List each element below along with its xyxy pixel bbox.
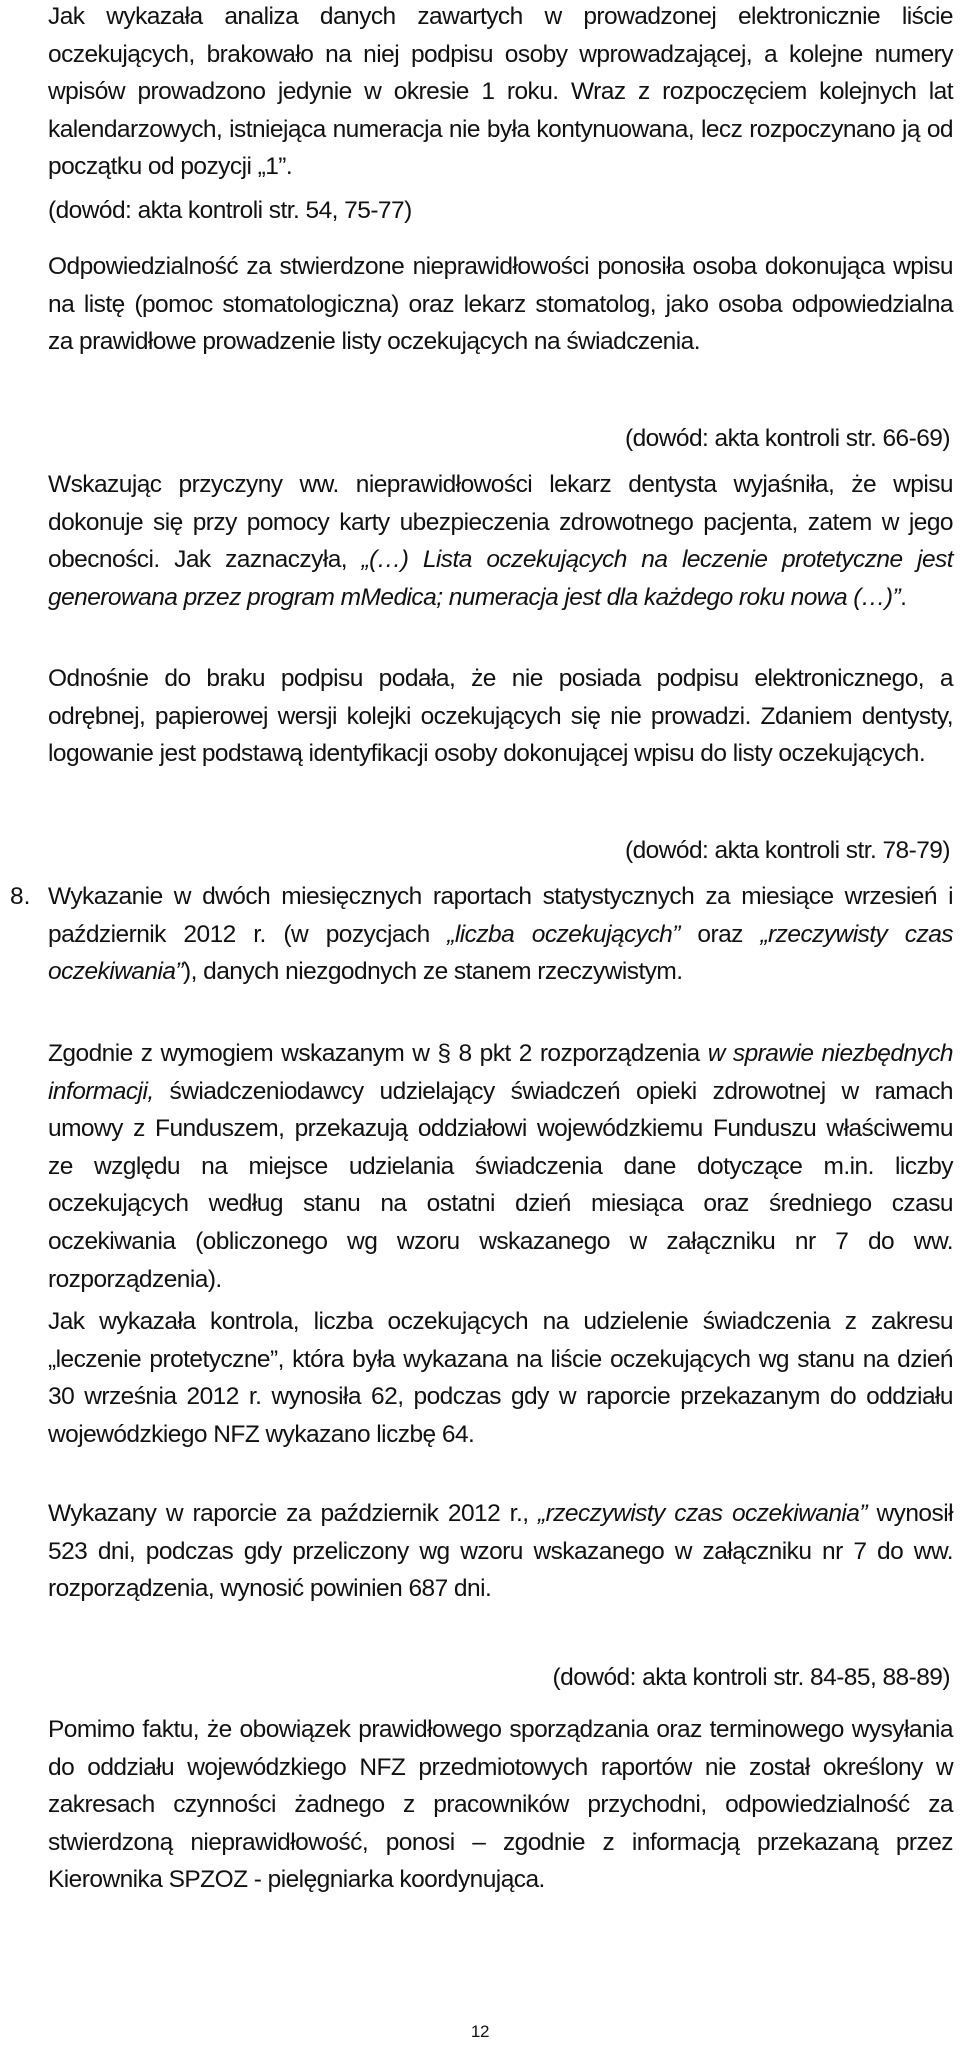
item-heading	[48, 878, 953, 991]
regulation-text-a: Zgodnie z wymogiem wskazanym w § 8 pkt 2 rozporządzenia	[48, 1040, 708, 1067]
explanation-quote: „(…) Lista oczekujących na leczenie protetyczne jest generowana przez program mMedica; numeracja jest dla każdego roku nowa (…)”	[48, 546, 953, 611]
evidence-reference-1: (dowód: akta kontroli str. 54, 75-77)	[48, 197, 412, 224]
item-number: 8.	[10, 883, 31, 910]
paragraph-dentist-explanation	[48, 466, 953, 616]
october-text-a: Wykazany w raporcie za październik 2012 r.,	[48, 1500, 538, 1527]
page-number: 12	[470, 2022, 490, 2041]
item-italic-1: „liczba oczekujących”	[447, 920, 680, 948]
item-text-a: Wykazanie w dwóch miesięcznych raportach statystycznych za miesiące wrzesień i październik 2012 r. (w pozycjach	[48, 883, 953, 948]
item-text-c: ), danych niezgodnych ze stanem rzeczywistym.	[183, 958, 683, 986]
evidence-reference-3: (dowód: akta kontroli str. 78-79)	[624, 837, 950, 864]
explanation-text: Wskazując przyczyny ww. nieprawidłowości lekarz dentysta wyjaśniła, że wpisu dokonuje się przy pomocy karty ubezpieczenia zdrowotnego pacjenta, zatem w jego obecności. Jak zaznaczyła,	[48, 471, 953, 574]
october-italic: „rzeczywisty czas oczekiwania”	[537, 1500, 867, 1527]
item-italic-2: „rzeczywisty czas oczekiwania”	[48, 920, 953, 986]
evidence-reference-2: (dowód: akta kontroli str. 66-69)	[624, 425, 950, 452]
paragraph-responsibility: Odpowiedzialność za stwierdzone nieprawidłowości ponosiła osoba dokonująca wpisu na listę (pomoc stomatologiczna) oraz lekarz stomatolog, jako osoba odpowiedzialna za prawidłowe prowadzenie listy oczekujących na świadczenia.	[48, 253, 953, 356]
evidence-reference-4: (dowód: akta kontroli str. 84-85, 88-89)	[552, 1664, 950, 1691]
october-text-b: wynosił 523 dni, podczas gdy przeliczony wg wzoru wskazanego w załączniku nr 7 do ww. rozporządzenia, wynosić powinien 687 dni.	[48, 1500, 953, 1603]
regulation-italic: w sprawie niezbędnych informacji,	[48, 1040, 953, 1105]
regulation-text-b: świadczeniodawcy udzielający świadczeń opieki zdrowotnej w ramach umowy z Funduszem, przekazują oddziałowi wojewódzkiemu Funduszu właściwemu ze względu na miejsce udzielania świadczenia dane dotyczące m.in. liczby oczekujących według stanu na ostatni dzień miesiąca oraz średniego czasu oczekiwania (obliczonego wg wzoru wskazanego w załączniku nr 7 do ww. rozporządzenia).	[48, 1077, 953, 1293]
paragraph-signature: Odnośnie do braku podpisu podała, że nie posiada podpisu elektronicznego, a odrębnej, papierowej wersji kolejki oczekujących się nie prowadzi. Zdaniem dentysty, logowanie jest podstawą identyfikacji osoby dokonującej wpisu do listy oczekujących.	[48, 665, 953, 768]
paragraph-october-report	[48, 1495, 953, 1608]
paragraph-regulation	[48, 1035, 953, 1298]
paragraph-control-result: Jak wykazała kontrola, liczba oczekujących na udzielenie świadczenia z zakresu „leczenie protetyczne”, która była wykazana na liście oczekujących wg stanu na dzień 30 września 2012 r. wynosiła 62, podczas gdy w raporcie przekazanym do oddziału wojewódzkiego NFZ wykazano liczbę 64.	[48, 1308, 953, 1448]
explanation-end: .	[900, 583, 907, 611]
paragraph-electronic-list: Jak wykazała analiza danych zawartych w prowadzonej elektronicznie liście oczekujących, brakowało na niej podpisu osoby wprowadzającej, a kolejne numery wpisów prowadzono jedynie w okresie 1 roku. Wraz z rozpoczęciem kolejnych lat kalendarzowych, istniejąca numeracja nie była kontynuowana, lecz rozpoczynano ją od początku od pozycji „1”.	[48, 3, 953, 181]
paragraph-final-responsibility: Pomimo faktu, że obowiązek prawidłowego sporządzania oraz terminowego wysyłania do oddziału wojewódzkiego NFZ przedmiotowych raportów nie został określony w zakresach czynności żadnego z pracowników przychodni, odpowiedzialność za stwierdzoną nieprawidłowość, ponosi – zgodnie z informacją przekazaną przez Kierownika SPZOZ - pielęgniarka koordynująca.	[48, 1716, 953, 1894]
item-text-b: oraz	[679, 920, 761, 948]
